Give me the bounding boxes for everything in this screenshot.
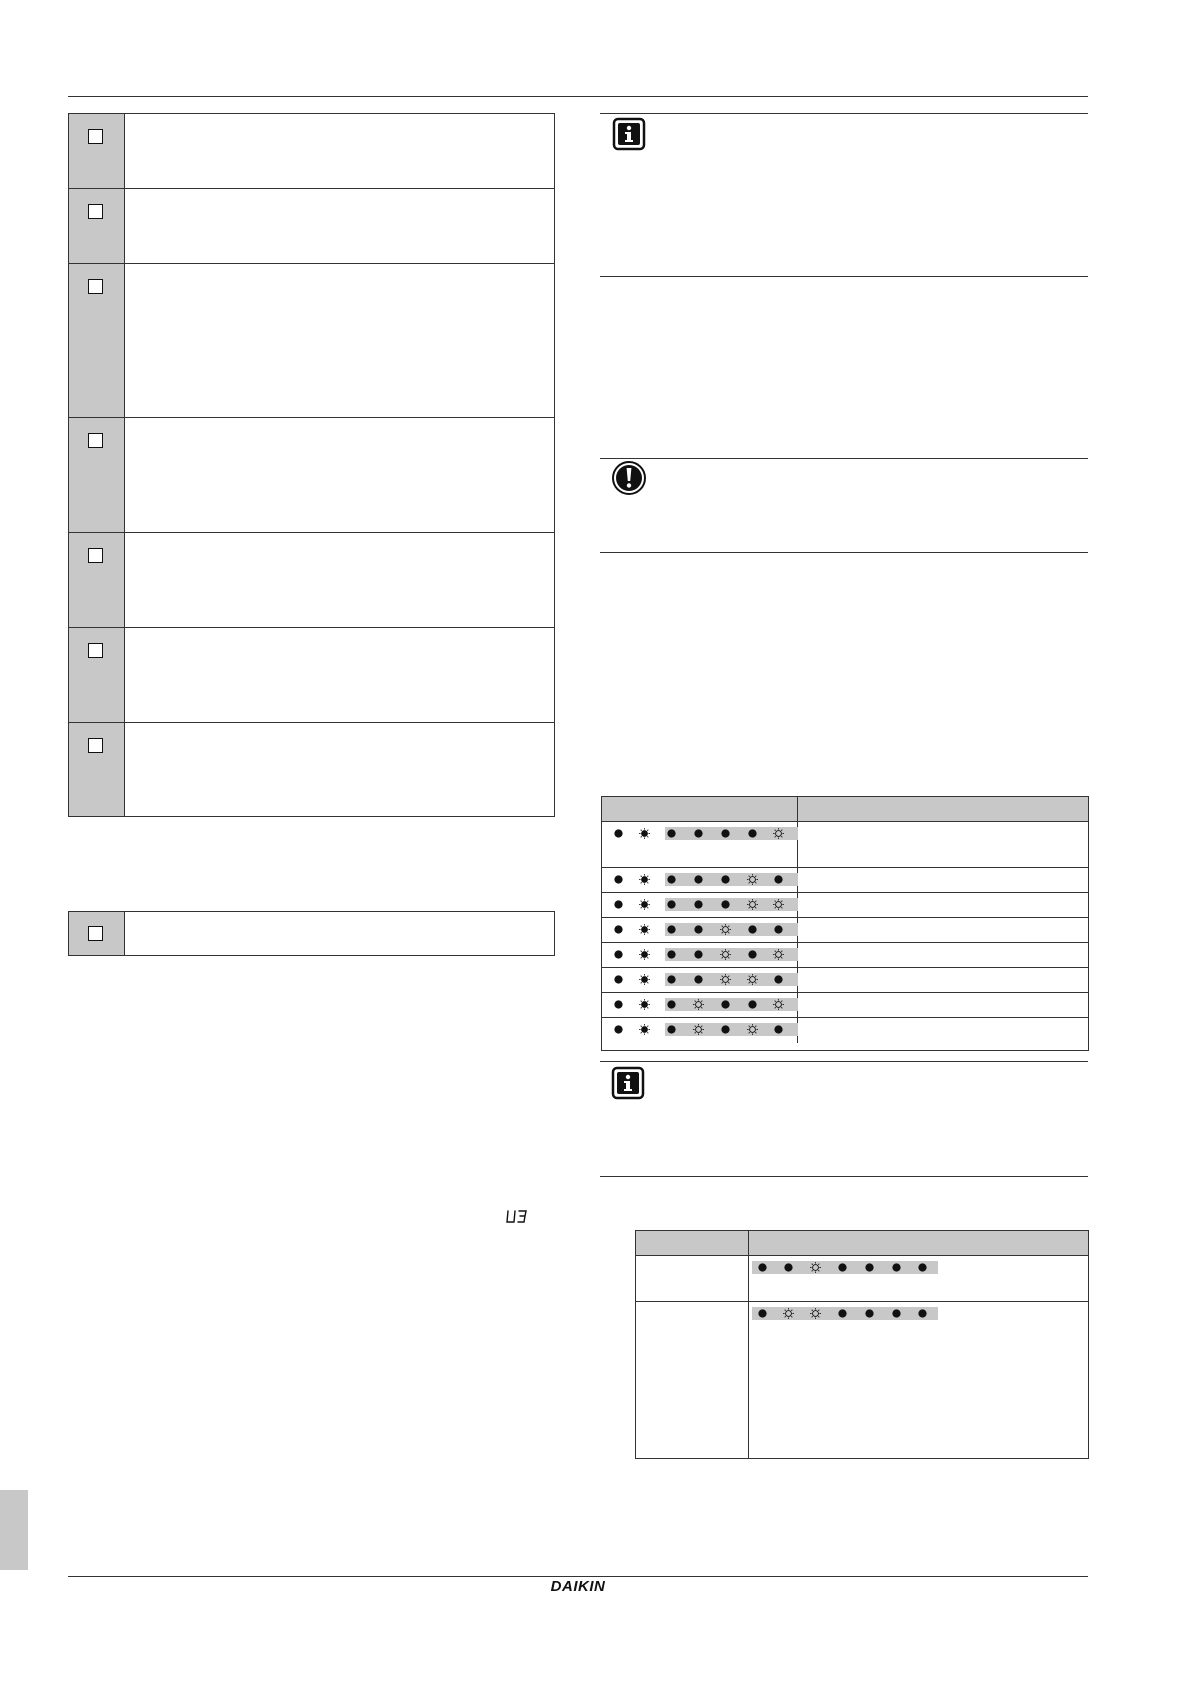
checkbox-icon[interactable] <box>88 279 103 294</box>
led-cell <box>602 943 798 967</box>
led-off-icon <box>613 828 624 839</box>
led-cell <box>602 993 798 1017</box>
table-row <box>602 822 1088 868</box>
led-off-icon <box>720 1024 731 1035</box>
led-strip <box>752 1307 938 1320</box>
led-cell <box>749 1256 1088 1301</box>
led-off-icon <box>666 924 677 935</box>
checklist-row <box>69 533 554 628</box>
led-on-icon <box>773 828 784 839</box>
led-cell <box>602 1018 798 1043</box>
led-off-icon <box>757 1308 768 1319</box>
table-header <box>602 797 1088 822</box>
led-off-icon <box>720 899 731 910</box>
led-blink-icon <box>639 874 650 885</box>
led-blink-icon <box>639 999 650 1010</box>
led-off-icon <box>837 1308 848 1319</box>
led-off-icon <box>747 828 758 839</box>
led-off-icon <box>747 949 758 960</box>
led-strip <box>752 1261 938 1274</box>
led-on-icon <box>747 974 758 985</box>
checkbox-cell <box>69 418 125 532</box>
led-blink-icon <box>639 974 650 985</box>
checkbox-icon[interactable] <box>88 643 103 658</box>
led-off-icon <box>613 999 624 1010</box>
checklist-row <box>69 912 554 955</box>
led-off-icon <box>864 1308 875 1319</box>
led-strip <box>608 1023 794 1036</box>
led-off-icon <box>666 1024 677 1035</box>
table-body <box>602 822 1088 1043</box>
led-off-icon <box>891 1262 902 1273</box>
checklist-single <box>68 911 555 956</box>
led-off-icon <box>613 924 624 935</box>
led-off-icon <box>747 999 758 1010</box>
table-row <box>602 893 1088 918</box>
led-on-icon <box>720 949 731 960</box>
led-blink-icon <box>639 828 650 839</box>
led-blink-icon <box>639 924 650 935</box>
checkbox-cell <box>69 114 125 188</box>
checklist-row-text <box>125 189 554 263</box>
led-off-icon <box>917 1308 928 1319</box>
checklist-row-text <box>125 264 554 417</box>
table-row <box>636 1256 1088 1302</box>
led-cell <box>602 918 798 942</box>
led-on-icon <box>773 999 784 1010</box>
led-off-icon <box>613 1024 624 1035</box>
led-on-icon <box>783 1308 794 1319</box>
led-off-icon <box>666 899 677 910</box>
checklist-row <box>69 189 554 264</box>
checklist-row-text <box>125 114 554 188</box>
table-row <box>602 1018 1088 1043</box>
led-off-icon <box>837 1262 848 1273</box>
led-off-icon <box>747 924 758 935</box>
led-status-table <box>601 796 1089 1051</box>
led-on-icon <box>810 1308 821 1319</box>
description-cell <box>798 893 1088 917</box>
table-row <box>602 918 1088 943</box>
checkbox-icon[interactable] <box>88 738 103 753</box>
checkbox-icon[interactable] <box>88 433 103 448</box>
checkbox-cell <box>69 723 125 816</box>
led-on-icon <box>773 899 784 910</box>
page-side-tab <box>0 1490 28 1570</box>
checklist-row-text <box>125 628 554 722</box>
table-header-cell <box>602 797 798 821</box>
description-cell <box>798 993 1088 1017</box>
led-cell <box>749 1302 1088 1458</box>
table-header-cell <box>749 1231 1088 1255</box>
description-cell <box>798 822 1088 867</box>
led-strip <box>608 827 794 840</box>
description-cell <box>798 868 1088 892</box>
checkbox-cell <box>69 628 125 722</box>
table-header <box>636 1231 1088 1256</box>
checkbox-icon[interactable] <box>88 926 103 941</box>
led-off-icon <box>693 974 704 985</box>
checklist-row <box>69 628 554 723</box>
checkbox-cell <box>69 533 125 627</box>
led-on-icon <box>810 1262 821 1273</box>
table-header-cell <box>798 797 1088 821</box>
led-off-icon <box>773 874 784 885</box>
table-row <box>602 943 1088 968</box>
daikin-logo <box>540 1578 616 1594</box>
led-blink-icon <box>639 899 650 910</box>
checklist-row-text <box>125 912 554 955</box>
led-blink-icon <box>639 1024 650 1035</box>
led-off-icon <box>666 949 677 960</box>
table-header-cell <box>636 1231 749 1255</box>
rule <box>600 552 1088 553</box>
led-strip <box>608 873 794 886</box>
led-cell <box>602 868 798 892</box>
led-on-icon <box>693 999 704 1010</box>
led-off-icon <box>773 974 784 985</box>
checkbox-icon[interactable] <box>88 129 103 144</box>
led-off-icon <box>693 949 704 960</box>
checkbox-icon[interactable] <box>88 548 103 563</box>
checklist-row-text <box>125 533 554 627</box>
checkbox-cell <box>69 912 125 955</box>
rule <box>600 458 1088 459</box>
led-on-icon <box>693 1024 704 1035</box>
checklist-row-text <box>125 723 554 816</box>
led-off-icon <box>773 1024 784 1035</box>
checklist-row <box>69 114 554 189</box>
led-off-icon <box>693 828 704 839</box>
led-off-icon <box>666 999 677 1010</box>
led-strip <box>608 998 794 1011</box>
led-off-icon <box>693 924 704 935</box>
led-on-icon <box>720 974 731 985</box>
checklist-row <box>69 723 554 816</box>
checklist-row <box>69 418 554 533</box>
table-row <box>636 1302 1088 1458</box>
rule <box>600 276 1088 277</box>
led-off-icon <box>613 899 624 910</box>
description-cell <box>798 918 1088 942</box>
checklist-main <box>68 113 555 817</box>
led-strip <box>608 923 794 936</box>
led-off-icon <box>613 974 624 985</box>
led-off-icon <box>693 899 704 910</box>
led-off-icon <box>613 949 624 960</box>
table-body <box>636 1256 1088 1458</box>
led-off-icon <box>720 999 731 1010</box>
checklist-row-text <box>125 418 554 532</box>
footer-rule <box>68 1576 1088 1577</box>
led-off-icon <box>720 874 731 885</box>
checkbox-cell <box>69 189 125 263</box>
table-row <box>602 968 1088 993</box>
led-strip <box>608 948 794 961</box>
led-off-icon <box>917 1262 928 1273</box>
led-off-icon <box>666 874 677 885</box>
led-off-icon <box>773 924 784 935</box>
led-off-icon <box>783 1262 794 1273</box>
led-off-icon <box>693 874 704 885</box>
led-on-icon <box>720 924 731 935</box>
description-cell <box>798 1018 1088 1043</box>
rule <box>600 1176 1088 1177</box>
checkbox-icon[interactable] <box>88 204 103 219</box>
led-strip <box>608 973 794 986</box>
led-on-icon <box>773 949 784 960</box>
checklist-row <box>69 264 554 418</box>
led-off-icon <box>864 1262 875 1273</box>
led-off-icon <box>666 828 677 839</box>
mode-cell <box>636 1302 749 1458</box>
checkbox-cell <box>69 264 125 417</box>
description-cell <box>798 943 1088 967</box>
info-icon <box>611 1066 645 1100</box>
led-off-icon <box>720 828 731 839</box>
table-row <box>602 868 1088 893</box>
led-on-icon <box>747 1024 758 1035</box>
led-blink-icon <box>639 949 650 960</box>
led-strip <box>608 898 794 911</box>
table-row <box>602 993 1088 1018</box>
svg-text:DAIKIN: DAIKIN <box>550 1578 606 1594</box>
info-icon <box>612 117 646 151</box>
description-cell <box>798 968 1088 992</box>
led-on-icon <box>747 899 758 910</box>
led-off-icon <box>757 1262 768 1273</box>
led-mode-table <box>635 1230 1089 1459</box>
rule <box>600 1061 1088 1062</box>
led-on-icon <box>747 874 758 885</box>
led-off-icon <box>613 874 624 885</box>
led-off-icon <box>666 974 677 985</box>
rule <box>600 113 1088 114</box>
led-cell <box>602 893 798 917</box>
led-off-icon <box>891 1308 902 1319</box>
led-cell <box>602 822 798 867</box>
mode-cell <box>636 1256 749 1301</box>
header-rule <box>68 96 1088 97</box>
warning-icon <box>611 460 647 496</box>
segment-display-code <box>505 1209 529 1225</box>
led-cell <box>602 968 798 992</box>
